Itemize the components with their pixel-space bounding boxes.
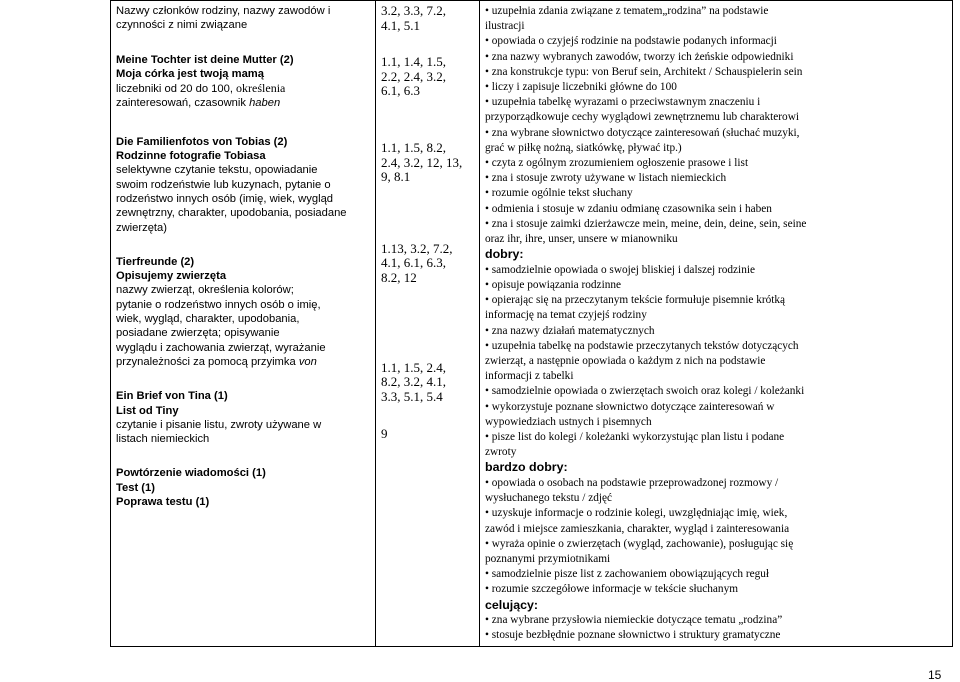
lesson-title: Test (1) [116,481,155,494]
lesson-title-pl: Rodzinne fotografie Tobiasa [116,150,266,163]
text-line: nazwy zwierząt, określenia kolorów; [116,284,294,297]
code-group: 1.13, 3.2, 7.2, 4.1, 6.1, 6.3, 8.2, 12 [381,240,453,285]
page-number: 15 [928,668,942,682]
lesson-title: Die Familienfotos von Tobias (2) [116,135,288,148]
grade-criteria-cell [480,1,953,647]
text-line: przynależności za pomocą przyimka von [116,355,317,368]
section-tierfreunde [116,255,370,369]
table-row [111,1,953,647]
text-line: posiadane zwierzęta; opisywanie [116,327,280,340]
text-line: zwierzęta) [116,221,167,234]
topics-cell [111,1,376,647]
section-familienfotos [116,135,370,235]
text-line: czynności z nimi związane [116,19,248,32]
section-brief [116,389,370,446]
grade-heading-celujacy: celujący: [485,597,539,612]
text-line: zainteresowań, czasownik haben [116,97,281,110]
text-line: wyglądu i zachowania zwierząt, wyrażanie [116,341,326,354]
text-line: liczebniki od 20 do 100, określenia [116,81,286,96]
lesson-title: Powtórzenie wiadomości (1) [116,467,266,480]
text-line: wiek, wygląd, charakter, upodobania, [116,313,300,326]
grade-heading-bardzo-dobry: bardzo dobry: [485,460,568,475]
criteria-list: • opowiada o osobach na podstawie przeprowadzonej rozmowy / wysłuchanego tekstu / zdjęć • uzyskuje informacje o rodzinie kolegi, uwzględniając imię, wiek, zawód i miejsce zamieszkania, charakter, wygląd i zainteresowania • wyraża opinie o zwierzętach (wygląd, zachowanie), posługując się poznanymi przymiotnikami • samodzielnie pisze list z zachowaniem obowiązujących reguł • rozumie szczegółowe informacje w tekście słuchanym [485,476,794,596]
lesson-title-pl: List od Tiny [116,404,179,417]
section-test [116,466,370,509]
text-line: selektywne czytanie tekstu, opowiadanie [116,164,318,177]
lesson-title-pl: Opisujemy zwierzęta [116,270,227,283]
lesson-title-pl: Moja córka jest twoją mamą [116,67,264,80]
curriculum-table [110,0,953,647]
lesson-title: Tierfreunde (2) [116,255,195,268]
text-line: rodzeństwo innych osób (imię, wiek, wygląd [116,192,334,205]
code-group: 1.1, 1.5, 8.2, 2.4, 3.2, 12, 13, 9, 8.1 [381,139,463,185]
lesson-title: Ein Brief von Tina (1) [116,390,228,403]
lesson-title: Poprawa testu (1) [116,496,210,509]
code-group: 1.1, 1.4, 1.5, 2.2, 2.4, 3.2, 6.1, 6.3 [381,54,446,99]
section-family-vocab [116,4,370,33]
code-group: 9 [381,426,388,442]
requirements-codes-cell [376,1,480,647]
text-line: czytanie i pisanie listu, zwroty używane w [116,418,322,431]
criteria-list: • samodzielnie opowiada o swojej bliskiej i dalszej rodzinie • opisuje powiązania rodzinne • opierając się na przeczytanym tekście formułuje pisemnie krótką informację na temat czyjejś rodziny • zna nazwy działań matematycznych • uzupełnia tabelkę na podstawie przeczytanych tekstów dotyczących zwierząt, a następnie opowiada o każdym z nich na podstawie informacji z tabelki • samodzielnie opowiada o zwierzętach swoich oraz kolegi / koleżanki • wykorzystuje poznane słownictwo dotyczące zainteresowań w wypowiedziach ustnych i pisemnych • pisze list do kolegi / koleżanki wykorzystując plan listu i podane zwroty [485,263,805,459]
code-group: 1.1, 1.5, 2.4, 8.2, 3.2, 4.1, 3.3, 5.1, 5.4 [381,359,446,404]
section-meine-tochter [116,53,370,111]
text-line: swoim rodzeństwie lub kuzynach, pytanie o [116,178,331,191]
text-line: pytanie o rodzeństwo innych osób o imię, [116,298,321,311]
text-line: Nazwy członków rodziny, nazwy zawodów i [116,5,331,17]
code-group: 3.2, 3.3, 7.2, 4.1, 5.1 [381,3,446,33]
lesson-title: Meine Tochter ist deine Mutter (2) [116,53,294,66]
criteria-list: • zna wybrane przysłowia niemieckie dotyczące tematu „rodzina” • stosuje bezbłędnie poznane słownictwo i struktury gramatyczne [485,614,783,642]
criteria-list: • uzupełnia zdania związane z tematem„rodzina” na podstawie ilustracji • opowiada o czyjejś rodzinie na podstawie podanych informacji • zna nazwy wybranych zawodów, tworzy ich żeńskie odpowiedniki • zna konstrukcje typu: von Beruf sein, Architekt / Schauspielerin sein • liczy i zapisuje liczebniki główne do 100 • uzupełnia tabelkę wyrazami o przeciwstawnym znaczeniu i przyporządkowuje cechy wyglądowi zewnętrznemu lub charakterowi • zna wybrane słownictwo dotyczące zainteresowań (słuchać muzyki, grać w piłkę nożną, siatkówkę, pływać itp.) • czyta z ogólnym zrozumieniem ogłoszenie prasowe i list • zna i stosuje zwroty używane w listach niemieckich • rozumie ogólnie tekst słuchany • odmienia i stosuje w zdaniu odmianę czasownika sein i haben • zna i stosuje zaimki dzierżawcze mein, meine, dein, deine, sein, seine oraz ihr, ihre, unser, unsere w mianowniku [485,5,807,246]
text-line: zewnętrzny, charakter, upodobania, posiadane [116,207,347,220]
grade-heading-dobry: dobry: [485,247,524,262]
text-line: listach niemieckich [116,433,210,446]
